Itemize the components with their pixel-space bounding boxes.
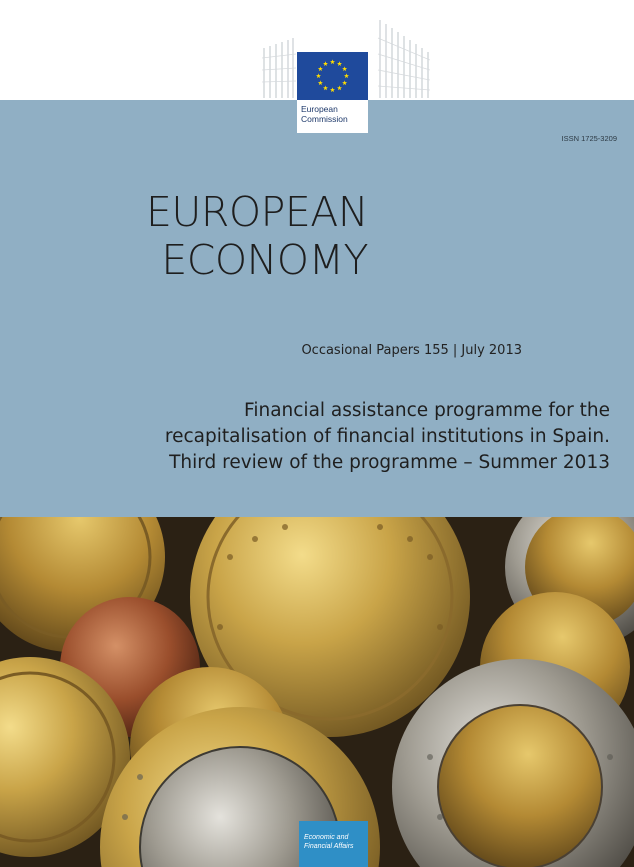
- top-band: [0, 0, 634, 124]
- coins-illustration: [0, 517, 634, 867]
- title-line-2: ECONOMY: [161, 236, 368, 284]
- european-commission-logo: [297, 52, 368, 132]
- title-line-1: EUROPEAN: [145, 188, 368, 236]
- paper-subtitle: [50, 398, 610, 476]
- title-panel: [0, 100, 634, 517]
- subtitle-line-1: Financial assistance programme for the: [244, 400, 610, 421]
- dg-line-2: Financial Affairs: [304, 843, 354, 850]
- subtitle-line-3: Third review of the programme – Summer 2013: [169, 452, 610, 473]
- logo-wordmark: [297, 100, 368, 133]
- dg-line-1: Economic and: [304, 834, 349, 841]
- dg-ecfin-label: [299, 821, 368, 867]
- publication-title: [100, 188, 368, 284]
- subtitle-line-2: recapitalisation of financial institutions in Spain.: [164, 426, 610, 447]
- eu-flag-icon: [297, 52, 368, 100]
- issn-number: ISSN 1725-3209: [561, 134, 617, 143]
- series-info: Occasional Papers 155 | July 2013: [301, 343, 522, 358]
- logo-line-2: Commission: [301, 114, 348, 124]
- logo-line-1: European: [301, 104, 338, 114]
- euro-coins-photo: [0, 517, 634, 867]
